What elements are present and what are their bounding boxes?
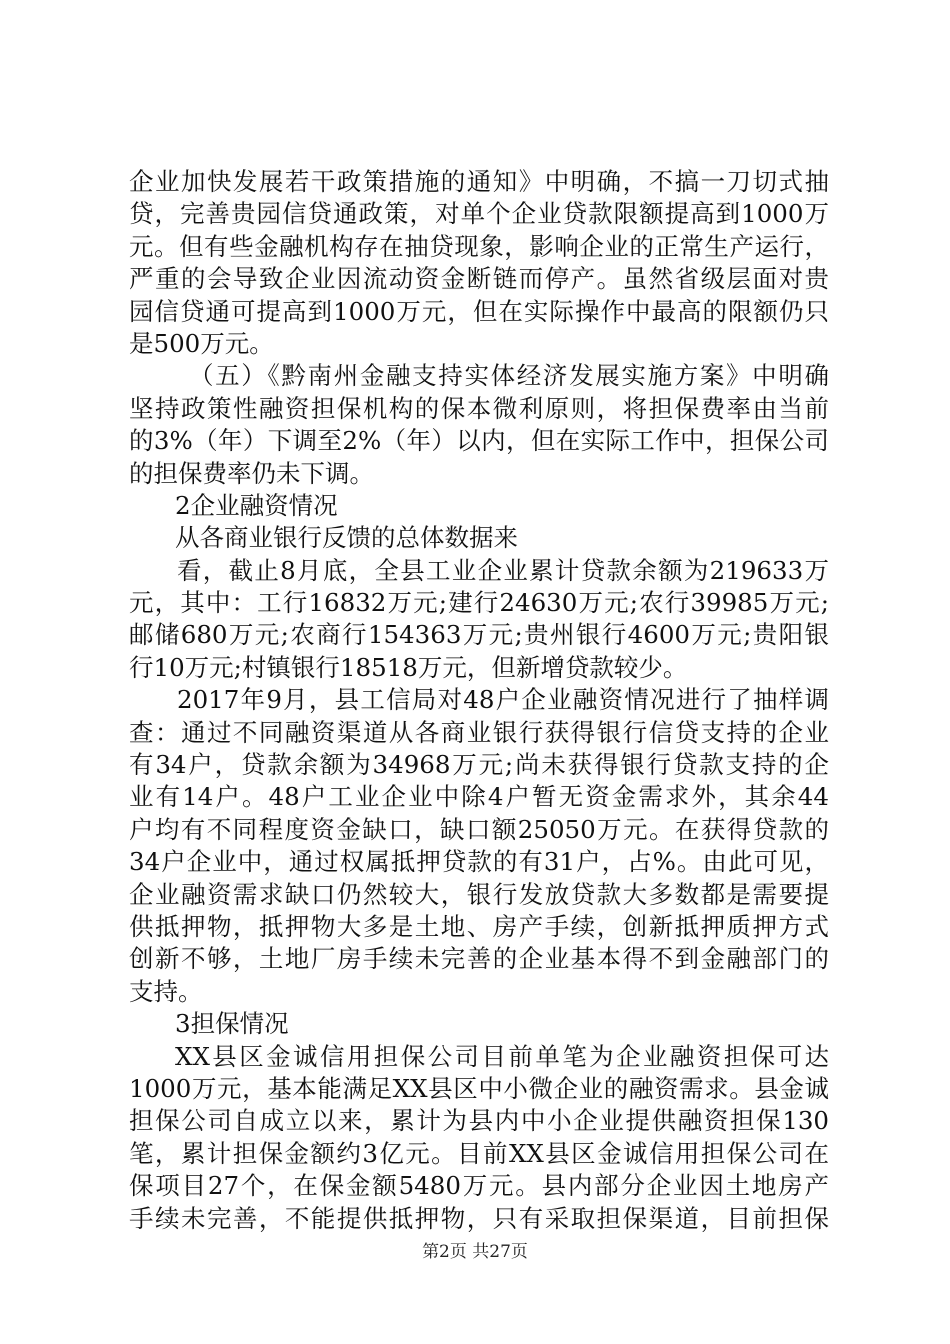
text-line: 坚持政策性融资担保机构的保本微利原则，将担保费率由当前 xyxy=(129,393,829,423)
text-line: 邮储680万元;农商行154363万元;贵州银行4600万元;贵阳银 xyxy=(129,620,829,650)
text-line: 贷，完善贵园信贷通政策，对单个企业贷款限额提高到1000万 xyxy=(129,199,829,229)
text-line: 供抵押物，抵押物大多是土地、房产手续，创新抵押质押方式 xyxy=(129,911,829,941)
text-line: 有34户，贷款余额为34968万元;尚未获得银行贷款支持的企 xyxy=(129,750,829,780)
text-line: 是500万元。 xyxy=(129,328,274,358)
text-line: 企业加快发展若干政策措施的通知》中明确，不搞一刀切式抽 xyxy=(129,167,829,196)
text-line: 看，截止8月底，全县工业企业累计贷款余额为219633万 xyxy=(177,555,829,585)
text-line: 保项目27个，在保金额5480万元。县内部分企业因土地房产 xyxy=(129,1171,829,1201)
text-line: 从各商业银行反馈的总体数据来 xyxy=(175,523,518,553)
text-line: 的3%（年）下调至2%（年）以内，但在实际工作中，担保公司 xyxy=(129,426,829,456)
text-line: 手续未完善，不能提供抵押物，只有采取担保渠道，目前担保 xyxy=(129,1203,829,1233)
text-line: 户均有不同程度资金缺口，缺口额25050万元。在获得贷款的 xyxy=(129,814,829,844)
text-line: 园信贷通可提高到1000万元，但在实际操作中最高的限额仍只 xyxy=(129,296,829,326)
text-line: 元。但有些金融机构存在抽贷现象，影响企业的正常生产运行， xyxy=(129,231,829,261)
section-heading-guarantee: 3担保情况 xyxy=(175,1009,289,1039)
text-line: 2017年9月，县工信局对48户企业融资情况进行了抽样调 xyxy=(177,685,829,715)
text-line: 笔，累计担保金额约3亿元。目前XX县区金诚信用担保公司在 xyxy=(129,1138,829,1168)
text-line: 查：通过不同融资渠道从各商业银行获得银行信贷支持的企业 xyxy=(129,717,829,747)
text-line: XX县区金诚信用担保公司目前单笔为企业融资担保可达 xyxy=(175,1041,829,1071)
text-line: 业有14户。48户工业企业中除4户暂无资金需求外，其余44 xyxy=(129,782,829,812)
section-heading-financing: 2企业融资情况 xyxy=(175,490,338,520)
document-body xyxy=(129,166,829,1235)
text-line: 34户企业中，通过权属抵押贷款的有31户，占%。由此可见， xyxy=(129,847,829,877)
text-line: 创新不够，土地厂房手续未完善的企业基本得不到金融部门的 xyxy=(129,944,829,974)
text-line: 企业融资需求缺口仍然较大，银行发放贷款大多数都是需要提 xyxy=(129,879,829,909)
text-line: 元，其中：工行16832万元;建行24630万元;农行39985万元; xyxy=(129,588,829,618)
text-line: 行10万元;村镇银行18518万元，但新增贷款较少。 xyxy=(129,652,688,682)
text-line: 的担保费率仍未下调。 xyxy=(129,458,374,488)
paragraph-five-start: （五）《黔南州金融支持实体经济发展实施方案》中明确 xyxy=(189,361,829,391)
text-line: 担保公司自成立以来，累计为县内中小企业提供融资担保130 xyxy=(129,1106,829,1136)
page-number-footer: 第2页 共27页 xyxy=(422,1242,528,1262)
text-line: 严重的会导致企业因流动资金断链而停产。虽然省级层面对贵 xyxy=(129,264,829,294)
text-line: 支持。 xyxy=(129,976,203,1006)
text-line: 1000万元，基本能满足XX县区中小微企业的融资需求。县金诚 xyxy=(129,1073,829,1103)
